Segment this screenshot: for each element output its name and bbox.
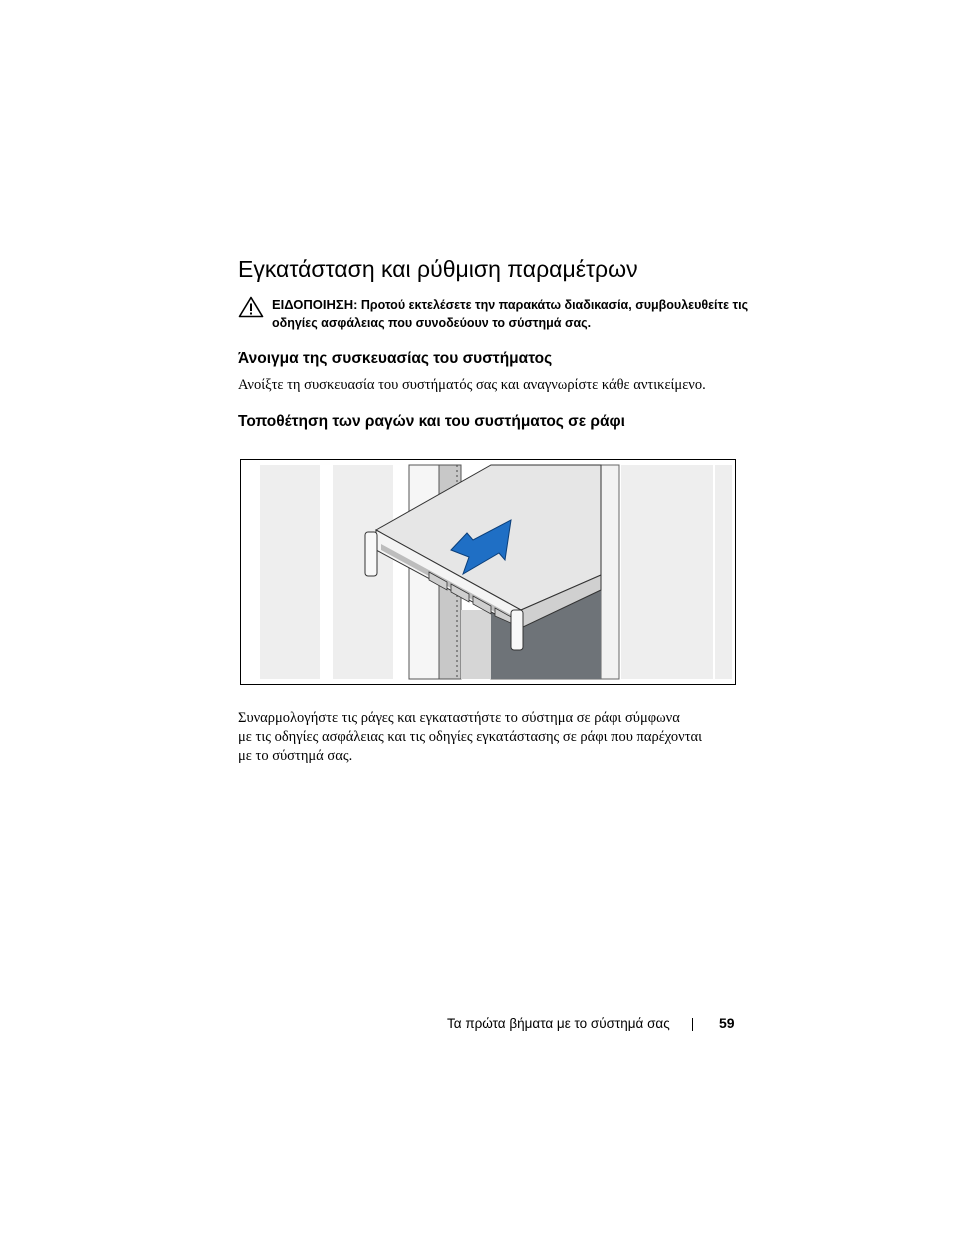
warning-label: ΕΙΔΟΠΟΙΗΣΗ:	[272, 297, 358, 312]
body-line: με τις οδηγίες ασφάλειας και τις οδηγίες εγκατάστασης σε ράφι που παρέχονται	[238, 729, 703, 745]
page-title: Εγκατάσταση και ρύθμιση παραμέτρων	[238, 256, 638, 282]
warning-body: Προτού εκτελέσετε την παρακάτω διαδικασία, συμβουλευθείτε τις οδηγίες ασφάλειας που συνοδεύουν το σύστημά σας.	[272, 298, 749, 330]
body-line: Συναρμολογήστε τις ράγες και εγκαταστήστε το σύστημα σε ράφι σύμφωνα	[238, 710, 680, 726]
server-rack-installation-illustration	[240, 459, 736, 685]
page-number: 59	[719, 1015, 735, 1031]
footer-chapter-title: Τα πρώτα βήματα με το σύστημά σας	[447, 1016, 670, 1031]
section-heading-unpacking: Άνοιγμα της συσκευασίας του συστήματος	[238, 350, 553, 367]
warning-notice	[272, 296, 752, 332]
section-body-rack	[238, 709, 738, 766]
body-line: με το σύστημά σας.	[238, 748, 353, 764]
warning-triangle-icon	[238, 296, 264, 318]
section-body-unpacking: Ανοίξτε τη συσκευασία του συστήματός σας και αναγνωρίστε κάθε αντικείμενο.	[238, 377, 706, 393]
section-heading-rack: Τοποθέτηση των ραγών και του συστήματος σε ράφι	[238, 413, 625, 430]
footer-separator	[692, 1018, 693, 1031]
